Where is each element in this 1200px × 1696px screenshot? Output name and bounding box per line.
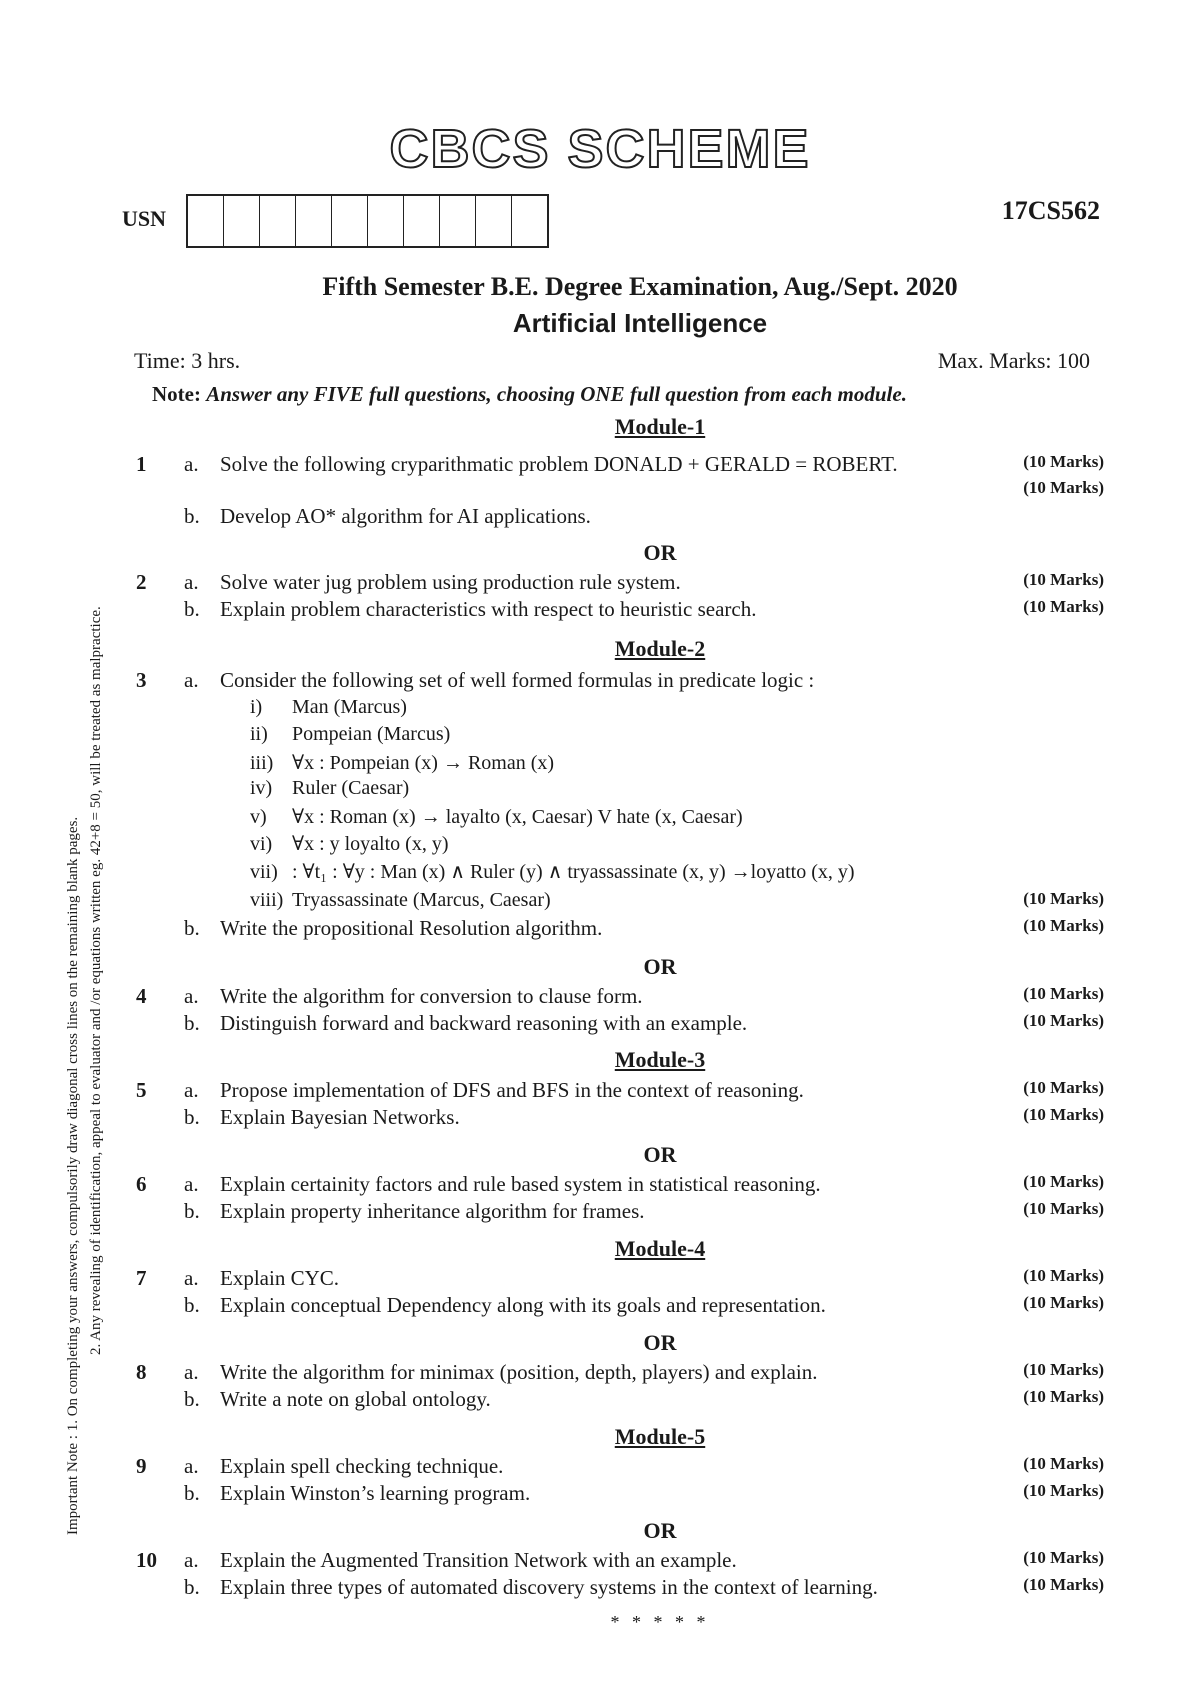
question-text: Explain property inheritance algorithm for frames. [220, 1199, 645, 1223]
question-row [0, 1199, 1200, 1225]
question-text: Distinguish forward and backward reasoning with an example. [220, 1011, 748, 1035]
module-heading: Module-1 [614, 414, 706, 439]
side-note-line-2: 2. Any revealing of identification, appeal to evaluator and /or equations written eg. 42+8 = 50, will be treated as malpractice. [88, 606, 104, 1355]
question-text: Develop AO* algorithm for AI applications. [220, 504, 591, 528]
roman-numeral: ii) [250, 723, 268, 745]
part-label: b. [184, 504, 200, 528]
part-label: b. [184, 1387, 200, 1411]
question-row [0, 668, 1200, 694]
question-text: Consider the following set of well formed formulas in predicate logic : [220, 668, 815, 692]
formula: : ∀t₁ : ∀y : Man (x) ∧ Ruler (y) ∧ tryassassinate (x, y) →loyatto (x, y) [292, 861, 855, 883]
question-number: 5 [136, 1078, 147, 1102]
marks-label: (10 Marks) [1023, 452, 1104, 471]
question-text: Write the propositional Resolution algorithm. [220, 916, 603, 940]
or-separator: OR [643, 954, 677, 979]
part-label: b. [184, 1199, 200, 1223]
usn-box [188, 196, 224, 246]
question-number: 6 [136, 1172, 147, 1196]
question-text: Explain CYC. [220, 1266, 339, 1290]
part-label: a. [184, 1266, 199, 1290]
part-label: a. [184, 570, 199, 594]
sub-item [0, 889, 1200, 915]
or-separator: OR [643, 1518, 677, 1543]
formula: ∀x : Pompeian (x) → Roman (x) [292, 752, 555, 774]
question-row [0, 478, 1200, 504]
marks-label: (10 Marks) [1023, 1575, 1104, 1594]
module-heading: Module-2 [614, 636, 706, 661]
usn-box [332, 196, 368, 246]
question-row [0, 1266, 1200, 1292]
marks-label: (10 Marks) [1023, 1481, 1104, 1500]
sub-item [0, 859, 1200, 885]
question-text: Explain conceptual Dependency along with its goals and representation. [220, 1293, 826, 1317]
part-label: a. [184, 1548, 199, 1572]
part-label: b. [184, 1575, 200, 1599]
or-separator: OR [643, 1142, 677, 1167]
marks-label: (10 Marks) [1023, 1199, 1104, 1218]
roman-numeral: i) [250, 696, 263, 718]
part-label: a. [184, 1454, 199, 1478]
question-number: 4 [136, 984, 147, 1008]
part-label: a. [184, 1360, 199, 1384]
usn-box [260, 196, 296, 246]
module-heading: Module-3 [614, 1047, 706, 1072]
question-text: Explain problem characteristics with respect to heuristic search. [220, 597, 757, 621]
sub-item [0, 831, 1200, 857]
part-label: a. [184, 1172, 199, 1196]
marks-label: (10 Marks) [1023, 570, 1104, 589]
question-row [0, 916, 1200, 942]
side-note-line-1: Important Note : 1. On completing your answers, compulsorily draw diagonal cross lines on the remaining blank pages. [65, 816, 81, 1535]
question-text: Explain Bayesian Networks. [220, 1105, 460, 1129]
sub-item [0, 777, 1200, 803]
question-number: 8 [136, 1360, 147, 1384]
sub-item [0, 723, 1200, 749]
formula: Pompeian (Marcus) [292, 723, 451, 745]
or-separator: OR [643, 1330, 677, 1355]
question-row [0, 1078, 1200, 1104]
usn-box [296, 196, 332, 246]
formula: ∀x : y loyalto (x, y) [292, 833, 449, 855]
usn-box [404, 196, 440, 246]
question-row [0, 984, 1200, 1010]
part-label: a. [184, 668, 199, 692]
marks-label: (10 Marks) [1023, 916, 1104, 935]
question-row [0, 1360, 1200, 1386]
formula: Ruler (Caesar) [292, 777, 410, 799]
usn-label: USN [122, 206, 167, 231]
note-text: Answer any FIVE full questions, choosing ONE full question from each module. [206, 382, 907, 406]
marks-label: (10 Marks) [1023, 1172, 1104, 1191]
max-marks: Max. Marks: 100 [937, 348, 1090, 373]
question-text: Solve water jug problem using production rule system. [220, 570, 681, 594]
question-row [0, 597, 1200, 623]
usn-box [440, 196, 476, 246]
part-label: a. [184, 452, 199, 476]
part-label: b. [184, 597, 200, 621]
roman-numeral: iii) [250, 752, 274, 774]
question-text: Explain Winston’s learning program. [220, 1481, 531, 1505]
question-text: Explain the Augmented Transition Network with an example. [220, 1548, 737, 1572]
instructions-note [152, 382, 907, 407]
question-row [0, 1105, 1200, 1131]
question-number: 7 [136, 1266, 147, 1290]
part-label: b. [184, 1481, 200, 1505]
marks-label: (10 Marks) [1023, 984, 1104, 1003]
question-row [0, 1011, 1200, 1037]
question-row [0, 1548, 1200, 1574]
usn-box [224, 196, 260, 246]
part-label: b. [184, 1011, 200, 1035]
question-text: Explain certainity factors and rule based system in statistical reasoning. [220, 1172, 821, 1196]
part-label: b. [184, 916, 200, 940]
formula: Tryassassinate (Marcus, Caesar) [292, 889, 551, 911]
marks-label: (10 Marks) [1023, 1293, 1104, 1312]
part-label: a. [184, 984, 199, 1008]
question-text: Explain spell checking technique. [220, 1454, 504, 1478]
marks-label: (10 Marks) [1023, 597, 1104, 616]
question-row [0, 570, 1200, 596]
marks-label: (10 Marks) [1023, 1454, 1104, 1473]
subject-code: 17CS562 [1001, 196, 1100, 225]
question-row [0, 1172, 1200, 1198]
question-row [0, 504, 1200, 530]
question-text: Write the algorithm for minimax (position, depth, players) and explain. [220, 1360, 818, 1384]
roman-numeral: v) [250, 806, 267, 828]
roman-numeral: viii) [250, 889, 284, 911]
marks-label: (10 Marks) [1023, 1548, 1104, 1567]
question-number: 9 [136, 1454, 147, 1478]
marks-label: (10 Marks) [1023, 1078, 1104, 1097]
roman-numeral: vi) [250, 833, 273, 855]
question-text: Write a note on global ontology. [220, 1387, 491, 1411]
time-duration: Time: 3 hrs. [134, 348, 241, 373]
roman-numeral: iv) [250, 777, 273, 799]
subject-title: Artificial Intelligence [512, 308, 768, 338]
question-row [0, 1454, 1200, 1480]
note-label: Note: [152, 382, 201, 406]
scheme-stamp: CBCS SCHEME [389, 119, 811, 179]
marks-label: (10 Marks) [1023, 1266, 1104, 1285]
question-row [0, 1481, 1200, 1507]
end-stars: * * * * * [610, 1612, 710, 1632]
question-number: 1 [136, 452, 147, 476]
module-heading: Module-4 [614, 1236, 706, 1261]
question-text: Write the algorithm for conversion to clause form. [220, 984, 643, 1008]
part-label: b. [184, 1105, 200, 1129]
sub-item [0, 804, 1200, 830]
marks-label: (10 Marks) [1023, 1387, 1104, 1406]
roman-numeral: vii) [250, 861, 278, 883]
question-number: 10 [136, 1548, 157, 1572]
question-row [0, 1575, 1200, 1601]
part-label: a. [184, 1078, 199, 1102]
question-text: Solve the following cryparithmatic problem DONALD + GERALD = ROBERT. [220, 452, 898, 476]
part-label: b. [184, 1293, 200, 1317]
marks-label: (10 Marks) [1023, 1011, 1104, 1030]
question-row [0, 452, 1200, 478]
formula: ∀x : Roman (x) → layalto (x, Caesar) V hate (x, Caesar) [292, 806, 743, 828]
question-text: Explain three types of automated discovery systems in the context of learning. [220, 1575, 878, 1599]
usn-box [368, 196, 404, 246]
marks-label: (10 Marks) [1023, 889, 1104, 908]
question-number: 3 [136, 668, 147, 692]
question-text: Propose implementation of DFS and BFS in the context of reasoning. [220, 1078, 804, 1102]
sub-item [0, 750, 1200, 776]
exam-title: Fifth Semester B.E. Degree Examination, Aug./Sept. 2020 [322, 272, 958, 301]
usn-boxes [186, 194, 549, 248]
question-row [0, 1293, 1200, 1319]
question-number: 2 [136, 570, 147, 594]
marks-label: (10 Marks) [1023, 478, 1104, 497]
module-heading: Module-5 [614, 1424, 706, 1449]
marks-label: (10 Marks) [1023, 1105, 1104, 1124]
sub-item [0, 696, 1200, 722]
question-row [0, 1387, 1200, 1413]
or-separator: OR [643, 540, 677, 565]
marks-label: (10 Marks) [1023, 1360, 1104, 1379]
formula: Man (Marcus) [292, 696, 407, 718]
usn-box [512, 196, 547, 246]
usn-box [476, 196, 512, 246]
